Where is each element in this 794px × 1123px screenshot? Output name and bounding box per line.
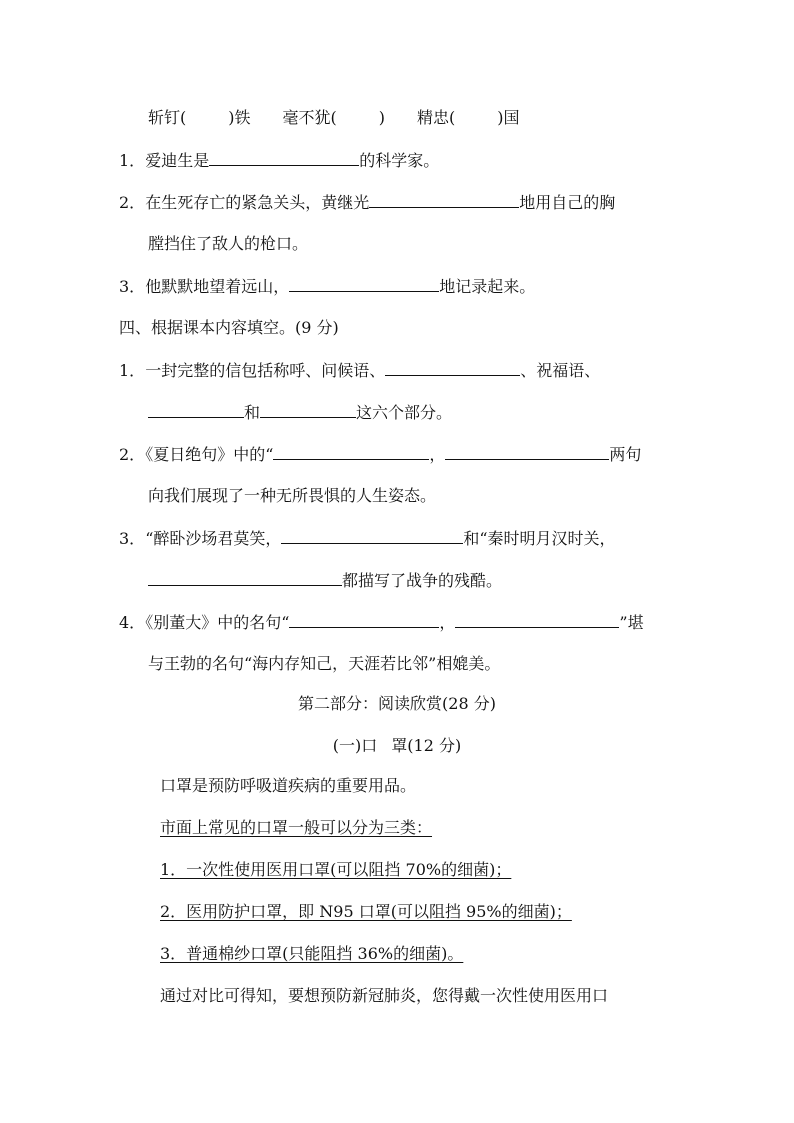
idiom-2-start: 毫不犹( [282,108,337,127]
fill-question-1 [119,149,439,172]
section4-question-1 [119,359,600,382]
section4-question-2-continued [148,485,436,507]
passage-text: 市面上常见的口罩一般可以分为三类： [160,818,433,837]
section4-question-2 [119,443,641,466]
question-number: 1． [119,361,146,380]
question-number: 3． [119,277,146,296]
question-text: 《夏日绝句》中的“ [145,445,274,464]
answer-blank[interactable] [455,611,619,628]
question-text: 这六个部分。 [356,403,453,422]
question-text: 和“秦时明月汉时关， [463,529,616,548]
answer-blank[interactable] [260,401,356,418]
passage-title-start: (一)口 [332,736,378,755]
fill-question-2-continued [148,233,308,255]
question-text: 《别董大》中的名句“ [145,613,290,632]
question-text: ”堪 [619,613,644,632]
question-number: 2． [119,193,146,212]
question-text: 在生死存亡的紧急关头，黄继光 [145,193,370,212]
question-text: 膛挡住了敌人的枪口。 [148,234,309,253]
question-number: 2． [119,445,146,464]
section4-question-3-continued [148,569,502,592]
answer-blank[interactable] [289,275,439,292]
question-text: 两句 [609,445,642,464]
part-title-text: 第二部分：阅读欣赏(28 分) [298,694,496,713]
question-text: 和 [244,403,261,422]
question-text: 、祝福语、 [520,361,601,380]
passage-text: 3．普通棉纱口罩(只能阻挡 36%的细菌)。 [160,944,464,963]
answer-blank[interactable] [445,443,609,460]
question-text: 一封完整的信包括称呼、问候语、 [145,361,386,380]
part-title [0,693,794,715]
question-text: ， [439,613,456,632]
question-number: 1． [119,151,146,170]
idiom-3-end: )国 [497,108,520,127]
question-text: 地用自己的胸 [519,193,616,212]
question-text: 的科学家。 [359,151,440,170]
passage-text: 通过对比可得知，要想预防新冠肺炎，您得戴一次性使用医用口 [160,986,609,1005]
question-text: 向我们展现了一种无所畏惧的人生姿态。 [148,486,437,505]
answer-blank[interactable] [148,569,342,586]
passage-paragraph-2 [160,817,432,839]
question-text: 爱迪生是 [145,151,210,170]
answer-blank[interactable] [289,611,439,628]
passage-text: 2．医用防护口罩，即 N95 口罩(可以阻挡 95%的细菌)； [160,902,572,921]
section-heading [119,317,339,339]
answer-blank[interactable] [209,149,359,166]
answer-blank[interactable] [369,191,519,208]
passage-list-item-1 [160,859,511,881]
passage-title [0,735,794,757]
question-text: 都描写了战争的残酷。 [342,571,503,590]
passage-list-item-2 [160,901,572,923]
answer-blank[interactable] [281,527,463,544]
section4-question-3 [119,527,616,550]
section4-question-1-continued [148,401,452,424]
passage-title-end: 罩(12 分) [391,736,462,755]
section-title: 四、根据课本内容填空。(9 分) [119,318,339,337]
answer-blank[interactable] [148,401,244,418]
idiom-2-end: ) [378,108,385,127]
idiom-1-start: 斩钉( [148,108,187,127]
idiom-1-end: )铁 [228,108,251,127]
question-number: 3． [119,529,146,548]
passage-list-item-3 [160,943,463,965]
passage-text: 1．一次性使用医用口罩(可以阻挡 70%的细菌)； [160,860,512,879]
passage-paragraph-1 [160,775,416,797]
passage-paragraph-3 [160,985,608,1007]
question-text: 地记录起来。 [439,277,536,296]
fill-question-3 [119,275,535,298]
question-text: “醉卧沙场君莫笑， [145,529,282,548]
idiom-3-start: 精忠( [417,108,456,127]
section4-question-4-continued [148,653,500,675]
section4-question-4 [119,611,644,634]
answer-blank[interactable] [385,359,520,376]
question-number: 4． [119,613,146,632]
fill-question-2 [119,191,615,214]
question-text: ， [429,445,446,464]
question-text: 他默默地望着远山， [145,277,290,296]
answer-blank[interactable] [273,443,429,460]
passage-text: 口罩是预防呼吸道疾病的重要用品。 [160,776,417,795]
question-text: 与王勃的名句“海内存知己，天涯若比邻”相媲美。 [148,654,501,673]
idiom-row [148,107,520,129]
